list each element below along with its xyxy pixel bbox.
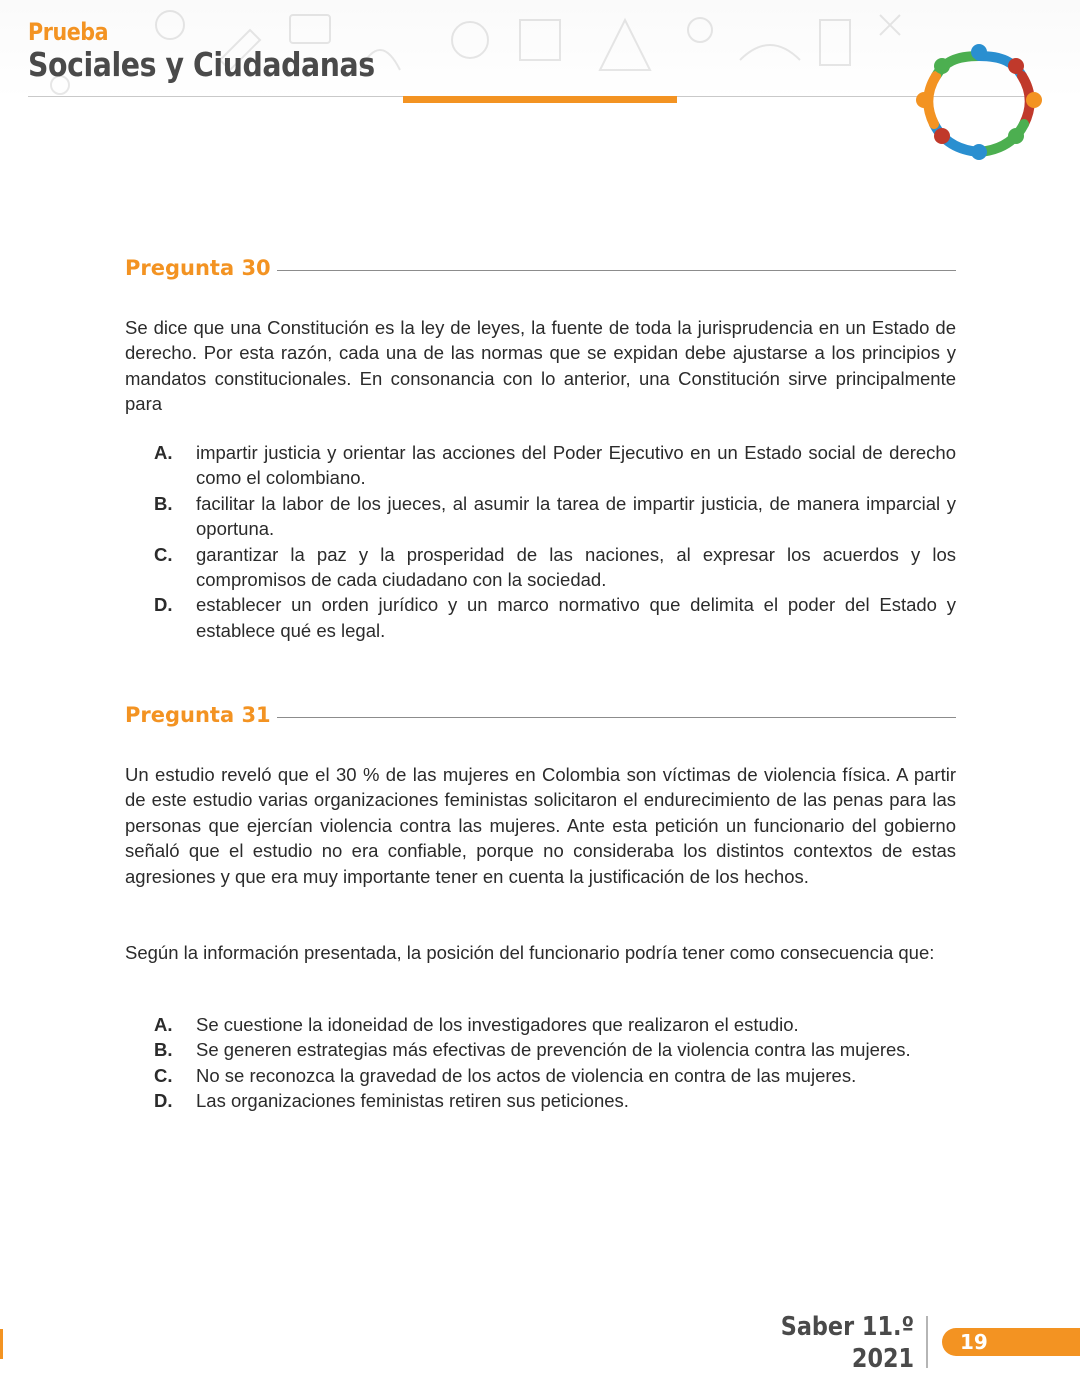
answer-option-a[interactable] (154, 440, 956, 491)
page-number-tab (942, 1328, 1080, 1356)
option-letter: C. (154, 543, 173, 565)
option-text: impartir justicia y orientar las acciones del Poder Ejecutivo en un Estado social de derecho como el colombiano. (196, 442, 956, 489)
option-text: garantizar la paz y la prosperidad de las naciones, al expresar los acuerdos y los compromisos de cada ciudadano con la sociedad. (196, 543, 956, 591)
option-letter: A. (154, 1014, 173, 1035)
footer-left-accent (0, 1329, 3, 1359)
footer-divider (926, 1316, 928, 1368)
footer-brand-title: Saber 11.º (780, 1312, 914, 1342)
question-header (125, 703, 956, 733)
question-stem: Un estudio reveló que el 30 % de las mujeres en Colombia son víctimas de violencia física. A partir de este estudio varias organizaciones feministas solicitaron el endurecimiento de las penas para las personas que ejercían violencia contra las mujeres. Ante esta petición un funcionario del gobierno señaló que el estudio no era confiable, porque no consideraba los distintos contextos de estas agresiones y que era muy importante tener en cuenta la justificación de los hechos. (125, 764, 956, 887)
answer-option-d[interactable] (154, 1088, 956, 1113)
answer-options (154, 1012, 956, 1114)
question-header (125, 256, 956, 286)
page-number: 19 (960, 1330, 988, 1354)
option-letter: B. (154, 492, 173, 514)
answer-option-c[interactable] (154, 542, 956, 593)
option-text: Se generen estrategias más efectivas de prevención de la violencia contra las mujeres. (196, 1039, 911, 1061)
footer-brand-year: 2021 (851, 1344, 914, 1374)
option-text: Las organizaciones feministas retiren sus peticiones. (196, 1090, 629, 1112)
question-title: Pregunta 31 (125, 703, 271, 727)
question-title-rule (277, 717, 956, 718)
option-letter: D. (154, 1090, 173, 1112)
answer-option-d[interactable] (154, 592, 956, 643)
option-text: establecer un orden jurídico y un marco normativo que delimita el poder del Estado y establece qué es legal. (196, 594, 956, 641)
header-subject-title: Sociales y Ciudadanas (28, 45, 375, 84)
question-title-rule (277, 270, 956, 271)
question-prompt: Según la información presentada, la posición del funcionario podría tener como consecuencia que: (125, 942, 935, 963)
option-text: No se reconozca la gravedad de los actos de violencia en contra de las mujeres. (196, 1064, 857, 1086)
question-title: Pregunta 30 (125, 256, 271, 280)
answer-option-b[interactable] (154, 491, 956, 542)
answer-option-a[interactable] (154, 1012, 956, 1037)
option-letter: D. (154, 594, 173, 616)
option-letter: A. (154, 442, 173, 463)
answer-option-c[interactable] (154, 1063, 956, 1088)
answer-options (154, 440, 956, 643)
footer-brand (781, 1311, 914, 1375)
header-kicker: Prueba (28, 18, 109, 46)
option-letter: B. (154, 1039, 173, 1061)
people-circle-logo-icon (916, 42, 1042, 164)
header-accent-bar (403, 96, 677, 103)
question-stem: Se dice que una Constitución es la ley de leyes, la fuente de toda la jurisprudencia en un Estado de derecho. Por esta razón, cada una de las normas que se expidan debe ajustarse a los principios y mandatos constitucionales. En consonancia con lo anterior, una Constitución sirve principalmente para (125, 317, 956, 415)
answer-option-b[interactable] (154, 1037, 956, 1062)
option-text: facilitar la labor de los jueces, al asumir la tarea de impartir justicia, de manera imparcial y oportuna. (196, 492, 956, 540)
option-text: Se cuestione la idoneidad de los investigadores que realizaron el estudio. (196, 1014, 799, 1035)
option-letter: C. (154, 1064, 173, 1086)
